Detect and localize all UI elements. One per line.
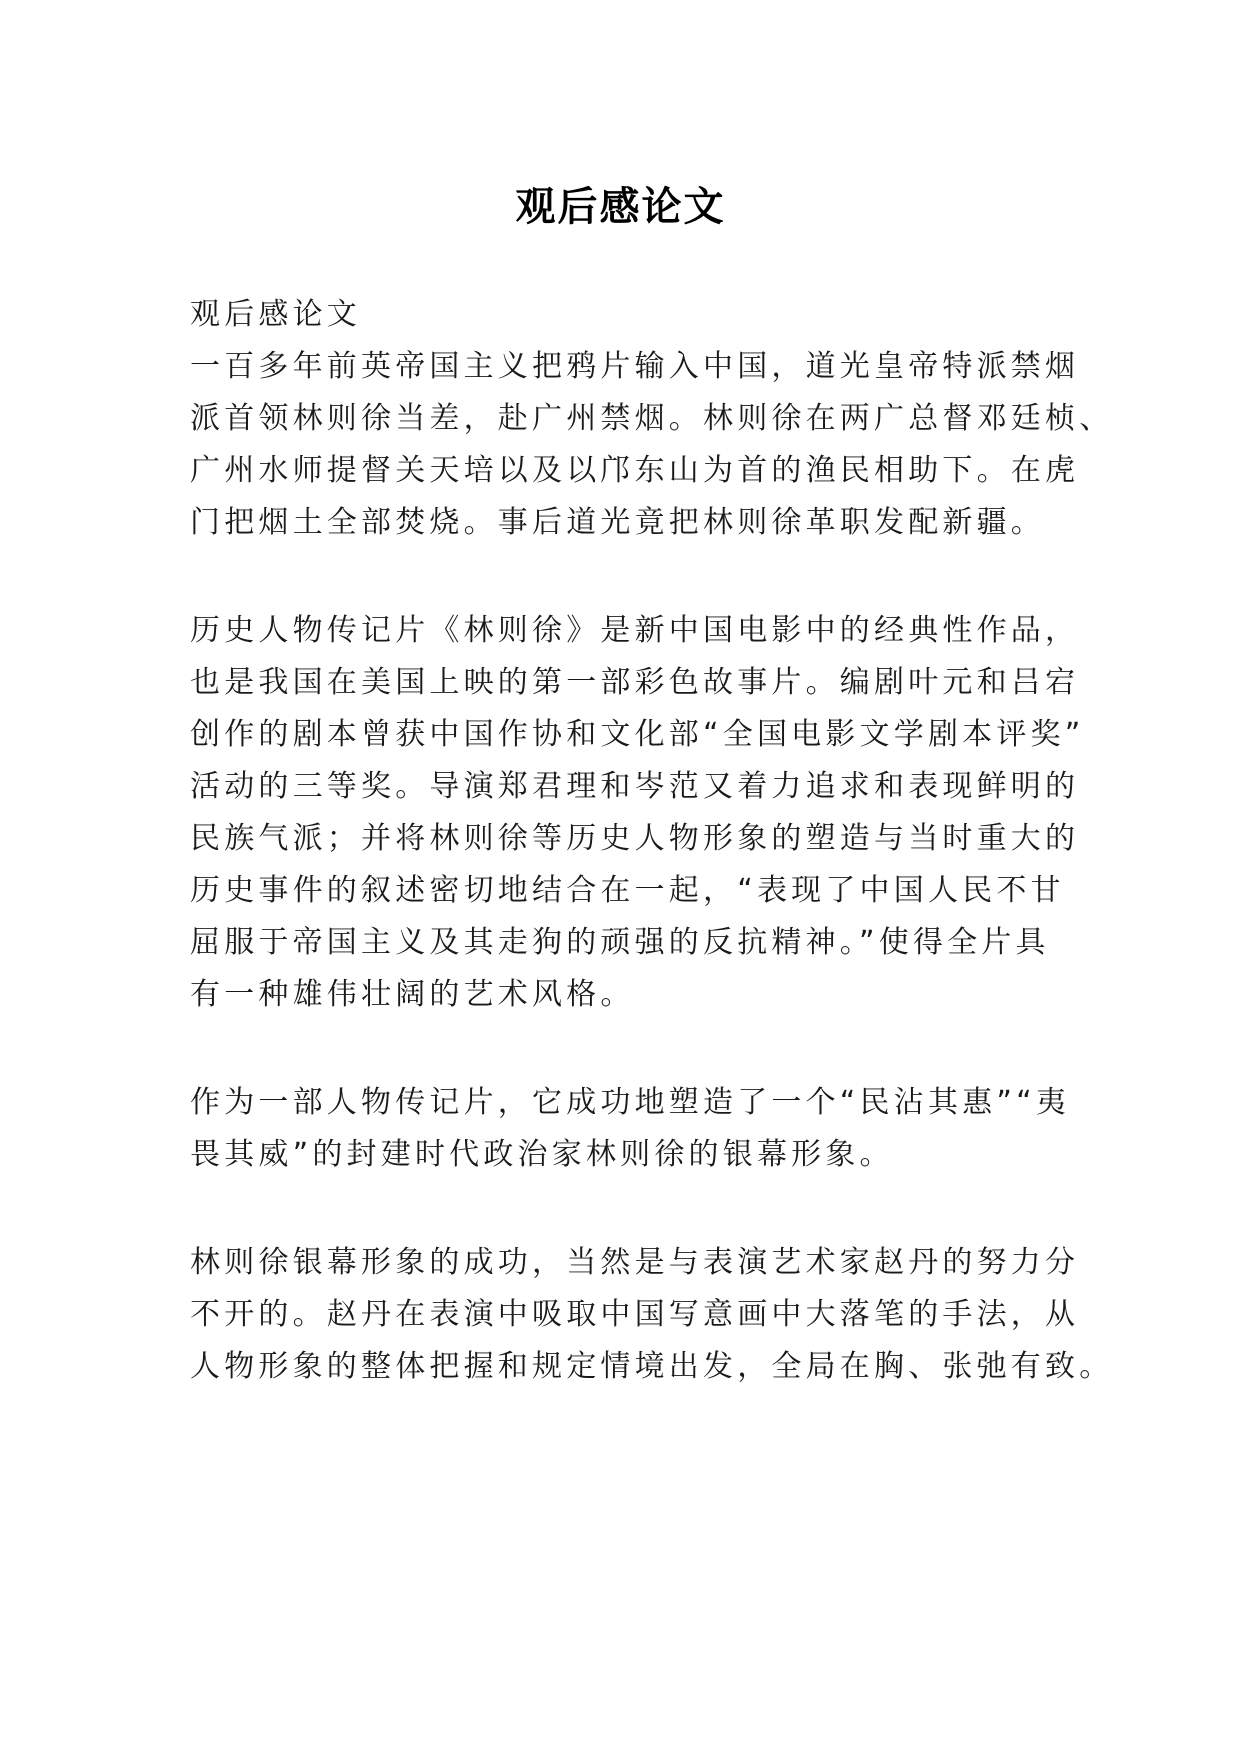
text-line: 也是我国在美国上映的第一部彩色故事片。编剧叶元和吕宕 xyxy=(190,665,1080,700)
paragraph-3 xyxy=(190,1077,1071,1181)
document-title: 观后感论文 xyxy=(515,182,726,230)
text-line: 广州水师提督关天培以及以邝东山为首的渔民相助下。在虎 xyxy=(190,453,1080,488)
text-line: 观后感论文 xyxy=(190,297,361,332)
text-line: 历史人物传记片《林则徐》是新中国电影中的经典性作品， xyxy=(190,613,1080,648)
text-line: 民族气派；并将林则徐等历史人物形象的塑造与当时重大的 xyxy=(190,821,1080,856)
text-line: 有一种雄伟壮阔的艺术风格。 xyxy=(190,977,635,1012)
text-line: 作为一部人物传记片，它成功地塑造了一个“民沾其惠”“夷 xyxy=(190,1085,1071,1120)
paragraph-1 xyxy=(190,341,1114,549)
text-line: 屈服于帝国主义及其走狗的顽强的反抗精神。”使得全片具 xyxy=(190,925,1050,960)
paragraph-2 xyxy=(190,605,1085,1021)
text-line: 不开的。赵丹在表演中吸取中国写意画中大落笔的手法，从 xyxy=(190,1297,1080,1332)
paragraph-4 xyxy=(190,1237,1114,1393)
text-line: 人物形象的整体把握和规定情境出发，全局在胸、张弛有致。 xyxy=(190,1349,1114,1384)
text-line: 畏其威”的封建时代政治家林则徐的银幕形象。 xyxy=(190,1137,894,1172)
text-line: 派首领林则徐当差，赴广州禁烟。林则徐在两广总督邓廷桢、 xyxy=(190,401,1114,436)
text-line: 林则徐银幕形象的成功，当然是与表演艺术家赵丹的努力分 xyxy=(190,1245,1080,1280)
paragraph-heading xyxy=(190,289,1060,341)
text-line: 历史事件的叙述密切地结合在一起，“表现了中国人民不甘 xyxy=(190,873,1065,908)
text-line: 门把烟土全部焚烧。事后道光竟把林则徐革职发配新疆。 xyxy=(190,505,1045,540)
text-line: 一百多年前英帝国主义把鸦片输入中国，道光皇帝特派禁烟 xyxy=(190,349,1080,384)
text-line: 创作的剧本曾获中国作协和文化部“全国电影文学剧本评奖” xyxy=(190,717,1085,752)
text-line: 活动的三等奖。导演郑君理和岑范又着力追求和表现鲜明的 xyxy=(190,769,1080,804)
document-body xyxy=(190,289,1114,1393)
